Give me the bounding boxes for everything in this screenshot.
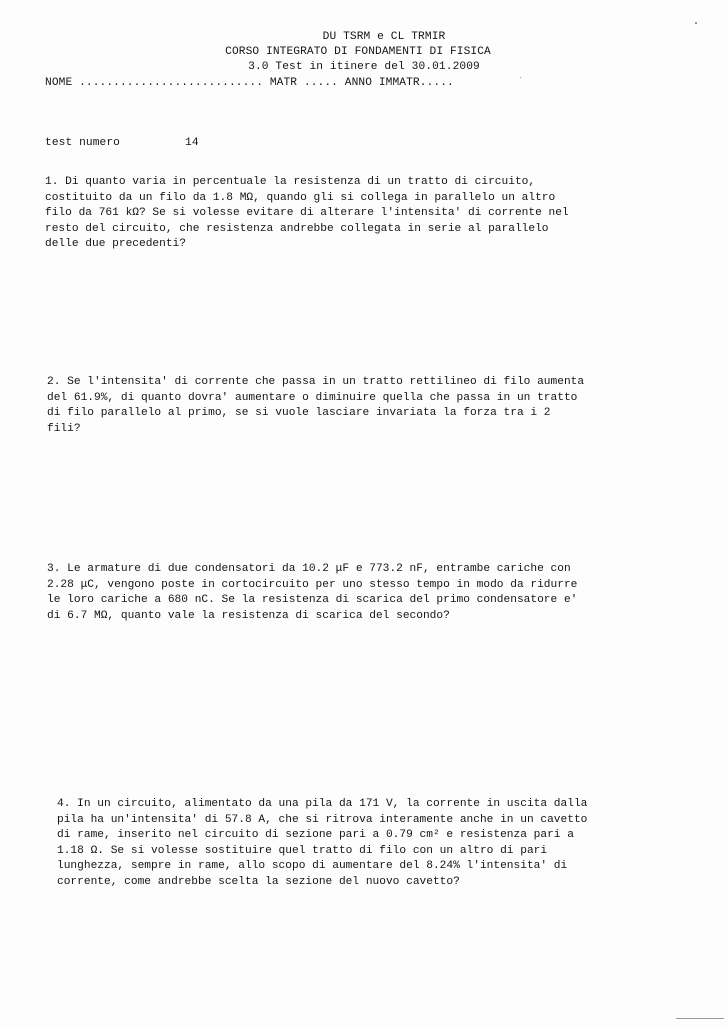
test-date-line: 3.0 Test in itinere del 30.01.2009 [248,61,480,73]
test-number-label: test numero [45,137,120,149]
question-3: 3. Le armature di due condensatori da 10.2 μF e 773.2 nF, entrambe cariche con 2.28 μC, vengono poste in cortocircuito per uno stesso tempo in modo da ridurre le loro cariche a 680 nC. Se la resistenza di scarica del primo condensatore e' di 6.7 MΩ, quanto vale la resistenza di scarica del secondo? [47,563,578,622]
course-line-2: CORSO INTEGRATO DI FONDAMENTI DI FISICA [225,46,491,58]
student-info-line: NOME ........................... MATR ..... ANNO IMMATR..... [45,77,454,89]
question-1: 1. Di quanto varia in percentuale la resistenza di un tratto di circuito, costituito da un filo da 1.8 MΩ, quando gli si collega in parallelo un altro filo da 761 kΩ? Se si volesse evitare di alterare l'intensita' di corrente nel resto del circuito, che resistenza andrebbe collegata in serie al parallelo delle due precedenti? [45,176,569,250]
course-line-1: DU TSRM e CL TRMIR [322,31,446,43]
scan-edge-line [676,1018,724,1019]
test-number-value: 14 [185,137,199,149]
question-2: 2. Se l'intensita' di corrente che passa in un tratto rettilineo di filo aumenta del 61.9%, di quanto dovra' aumentare o diminuire quella che passa in un tratto di filo parallelo al primo, se si vuole lasciare invariata la forza tra i 2 fili? [47,376,585,435]
scan-speck [695,22,697,24]
scan-speck [520,77,521,78]
question-4: 4. In un circuito, alimentato da una pila da 171 V, la corrente in uscita dalla pila ha un'intensita' di 57.8 A, che si ritrova interamente anche in un cavetto di rame, inserito nel circuito di sezione pari a 0.79 cm² e resistenza pari a 1.18 Ω. Se si volesse sostituire quel tratto di filo con un altro di pari lunghezza, sempre in rame, allo scopo di aumentare del 8.24% l'intensita' di corrente, come andrebbe scelta la sezione del nuovo cavetto? [57,798,588,888]
